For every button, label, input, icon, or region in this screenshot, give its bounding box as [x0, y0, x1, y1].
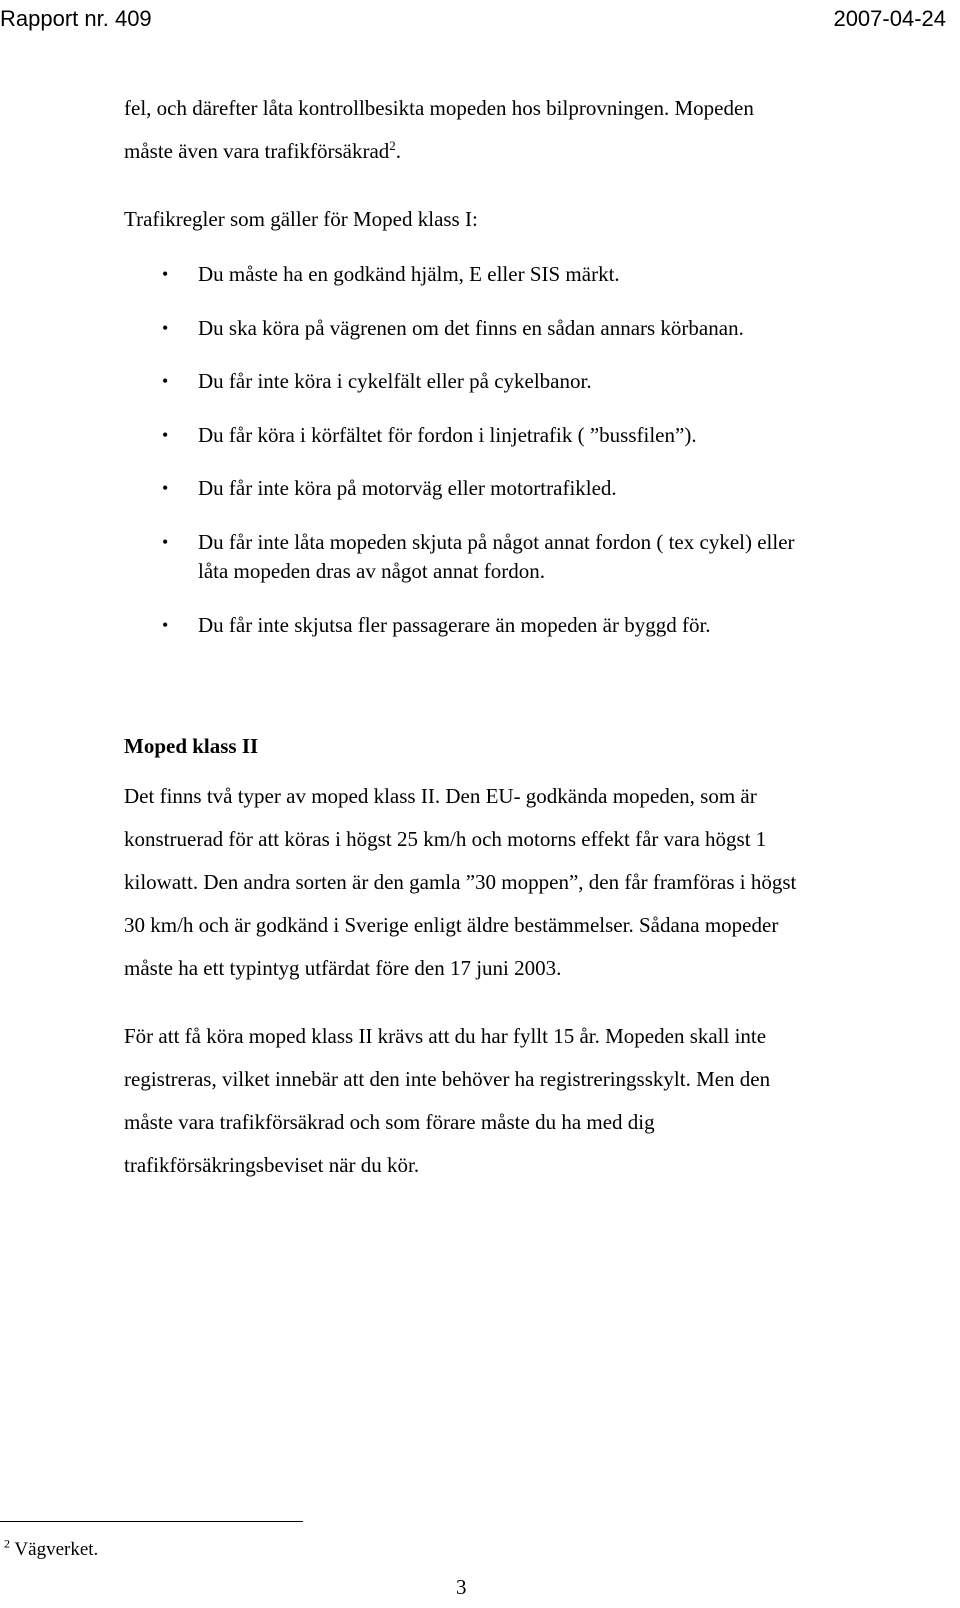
- paragraph-line: För att få köra moped klass II krävs att du har fyllt 15 år. Mopeden skall inte: [124, 1024, 767, 1048]
- intro-line-1: fel, och därefter låta kontrollbesikta mopeden hos bilprovningen. Mopeden: [124, 96, 754, 120]
- bullet-icon: •: [162, 425, 169, 445]
- report-number: Rapport nr. 409: [0, 6, 152, 31]
- footnote-text: Vägverket.: [14, 1539, 99, 1560]
- bullet-icon: •: [162, 318, 169, 338]
- list-item-text: Du får inte köra på motorväg eller motortrafikled.: [198, 476, 617, 500]
- intro-line-2-text: måste även vara trafikförsäkrad: [124, 139, 390, 163]
- intro-line-2-end: .: [395, 139, 402, 163]
- paragraph-line: 30 km/h och är godkänd i Sverige enligt äldre bestämmelser. Sådana mopeder: [124, 913, 779, 937]
- paragraph-line: registreras, vilket innebär att den inte behöver ha registreringsskylt. Men den: [124, 1067, 771, 1091]
- list-item-text-continued: låta mopeden dras av något annat fordon.: [198, 559, 545, 583]
- paragraph-line: kilowatt. Den andra sorten är den gamla ”30 moppen”, den får framföras i högst: [124, 870, 797, 894]
- page-number: 3: [456, 1575, 467, 1599]
- paragraph-line: trafikförsäkringsbeviset när du kör.: [124, 1153, 420, 1177]
- bullet-icon: •: [162, 615, 169, 635]
- list-item-text: Du får inte skjutsa fler passagerare än mopeden är byggd för.: [198, 613, 711, 637]
- intro-line-2: [124, 130, 401, 173]
- rules-title: Trafikregler som gäller för Moped klass I:: [124, 207, 478, 231]
- bullet-icon: •: [162, 371, 169, 391]
- list-item-text: Du får inte köra i cykelfält eller på cykelbanor.: [198, 369, 592, 393]
- list-item-text: Du ska köra på vägrenen om det finns en sådan annars körbanan.: [198, 316, 744, 340]
- paragraph-line: konstruerad för att köras i högst 25 km/h och motorns effekt får vara högst 1: [124, 827, 767, 851]
- paragraph-line: måste ha ett typintyg utfärdat före den 17 juni 2003.: [124, 956, 562, 980]
- list-item-text: Du måste ha en godkänd hjälm, E eller SIS märkt.: [198, 262, 620, 286]
- paragraph-line: måste vara trafikförsäkrad och som förare måste du ha med dig: [124, 1110, 655, 1134]
- paragraph-line: Det finns två typer av moped klass II. Den EU- godkända mopeden, som är: [124, 784, 757, 808]
- footnote-divider: [0, 1521, 303, 1522]
- footnote: [4, 1538, 98, 1562]
- footnote-ref[interactable]: 2: [389, 138, 396, 153]
- footnote-number: 2: [4, 1536, 10, 1551]
- list-item-text: Du får köra i körfältet för fordon i linjetrafik ( ”bussfilen”).: [198, 423, 697, 447]
- bullet-icon: •: [162, 264, 169, 284]
- report-date: 2007-04-24: [833, 6, 946, 31]
- list-item-text: Du får inte låta mopeden skjuta på något annat fordon ( tex cykel) eller: [198, 530, 795, 554]
- bullet-icon: •: [162, 532, 169, 552]
- section-heading: Moped klass II: [124, 734, 259, 758]
- bullet-icon: •: [162, 478, 169, 498]
